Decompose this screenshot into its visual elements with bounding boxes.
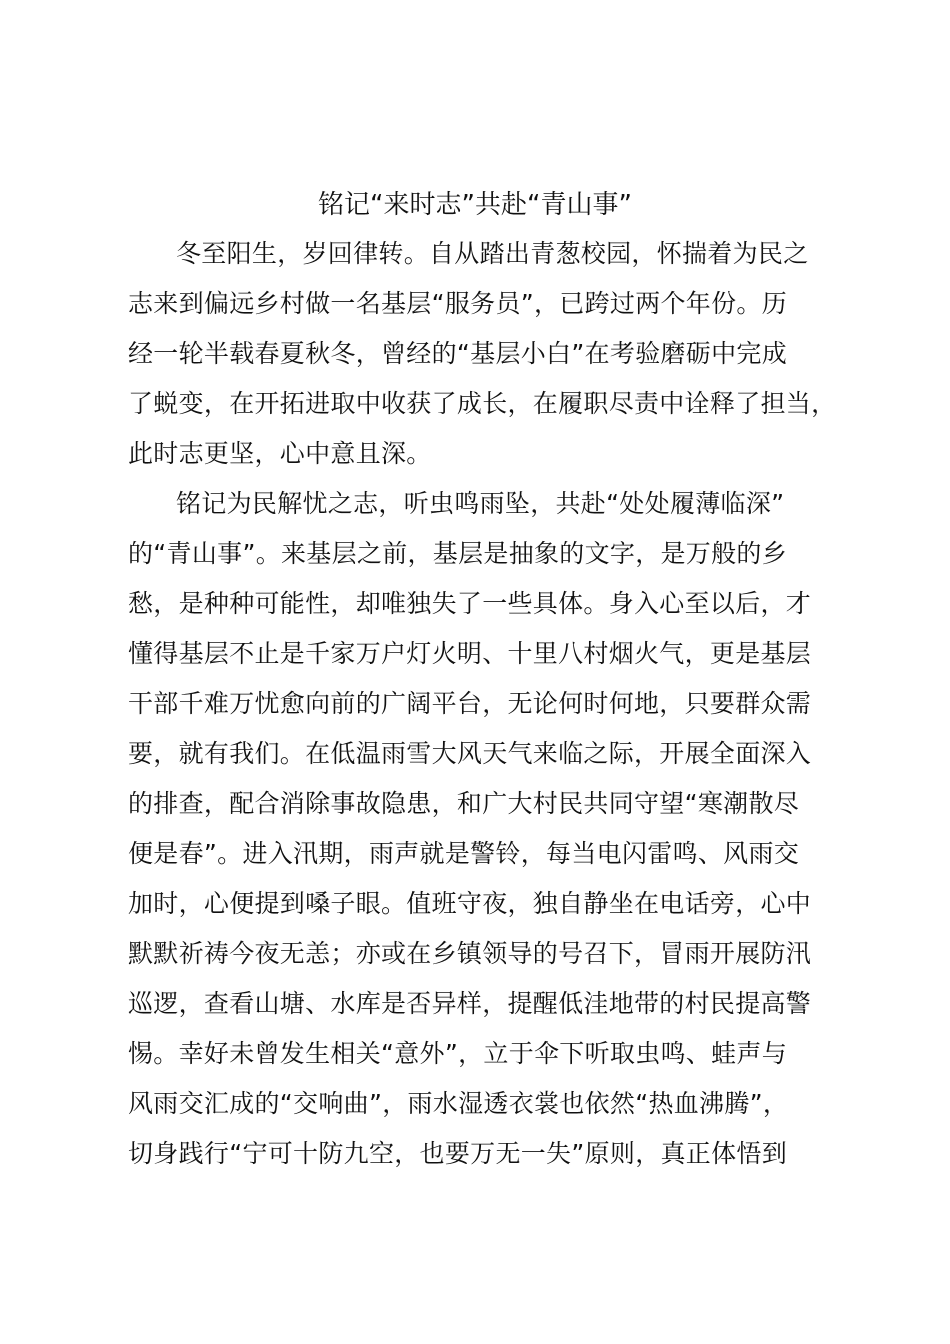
paragraph-2-line-1: 铭记为民解忧之志，听虫鸣雨坠，共赴“处处履薄临深” (176, 489, 785, 518)
document-title: 铭记“来时志”共赴“青山事” (318, 190, 632, 220)
paragraph-2-line-5: 干部千难万忧愈向前的广阔平台，无论何时何地，只要群众需 (128, 689, 812, 718)
paragraph-2-line-3: 愁，是种种可能性，却唯独失了一些具体。身入心至以后，才 (128, 589, 812, 618)
paragraph-1-line-3: 经一轮半载春夏秋冬，曾经的“基层小白”在考验磨砺中完成 (128, 339, 788, 368)
paragraph-2-line-2: 的“青山事”。来基层之前，基层是抽象的文字，是万般的乡 (128, 539, 788, 568)
paragraph-2-line-10: 默默祈祷今夜无恙；亦或在乡镇领导的号召下，冒雨开展防汛 (128, 939, 812, 968)
paragraph-1-line-2: 志来到偏远乡村做一名基层“服务员”，已跨过两个年份。历 (128, 289, 788, 318)
paragraph-2-line-13: 风雨交汇成的“交响曲”，雨水湿透衣裳也依然“热血沸腾”， (128, 1089, 789, 1118)
paragraph-1-line-4: 了蜕变，在开拓进取中收获了成长，在履职尽责中诠释了担当， (128, 389, 837, 418)
paragraph-2-line-4: 懂得基层不止是千家万户灯火明、十里八村烟火气，更是基层 (128, 639, 812, 668)
paragraph-2-line-9: 加时，心便提到嗓子眼。值班守夜，独自静坐在电话旁，心中 (128, 889, 812, 918)
paragraph-1-line-1: 冬至阳生，岁回律转。自从踏出青葱校园，怀揣着为民之 (176, 239, 809, 268)
paragraph-2-line-12: 惕。幸好未曾发生相关“意外”，立于伞下听取虫鸣、蛙声与 (128, 1039, 788, 1068)
paragraph-2-line-11: 巡逻，查看山塘、水库是否异样，提醒低洼地带的村民提高警 (128, 989, 812, 1018)
paragraph-1-line-5: 此时志更坚，心中意且深。 (128, 439, 432, 468)
paragraph-2-line-6: 要，就有我们。在低温雨雪大风天气来临之际，开展全面深入 (128, 739, 812, 768)
paragraph-2-line-14: 切身践行“宁可十防九空，也要万无一失”原则，真正体悟到 (128, 1139, 788, 1168)
paragraph-2-line-8: 便是春”。进入汛期，雨声就是警铃，每当电闪雷鸣、风雨交 (128, 839, 800, 868)
paragraph-2-line-7: 的排查，配合消除事故隐患，和广大村民共同守望“寒潮散尽 (128, 789, 800, 818)
